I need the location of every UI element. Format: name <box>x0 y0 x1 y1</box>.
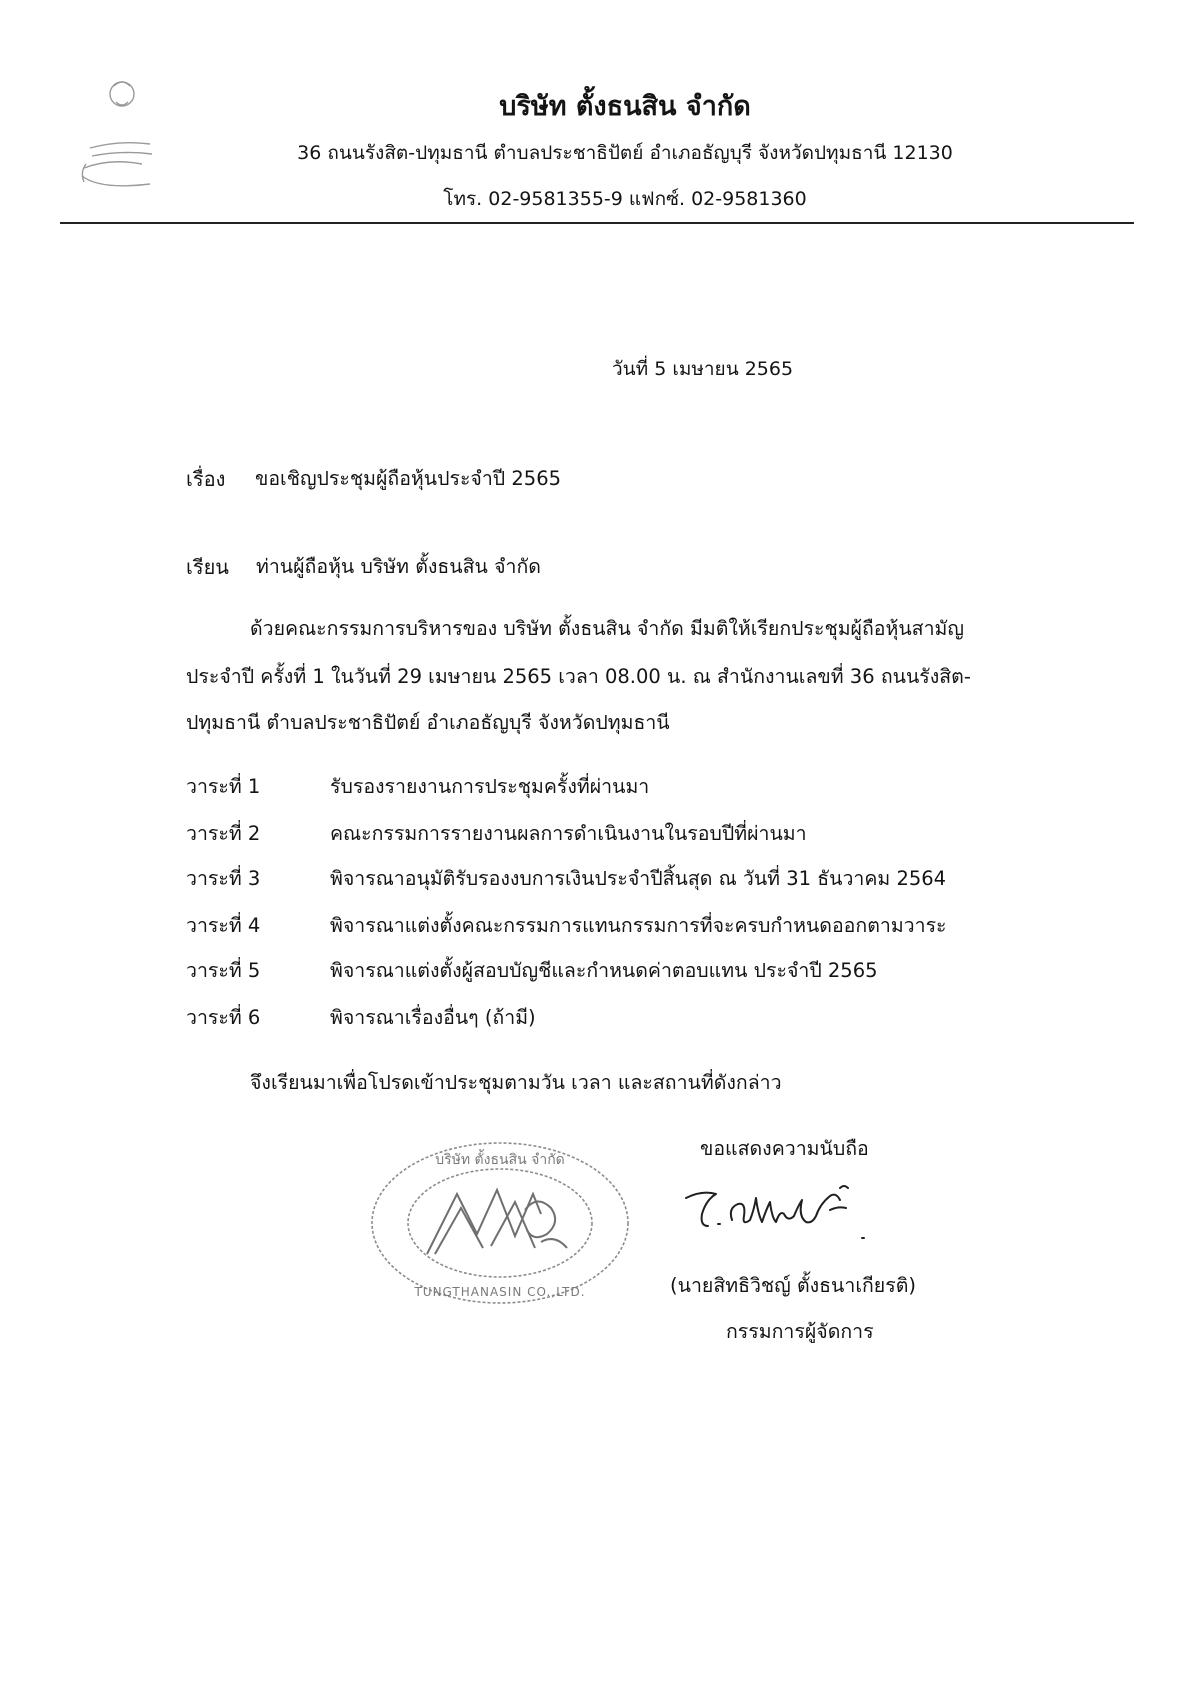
company-seal-stamp <box>365 1138 635 1308</box>
closing-paragraph: จึงเรียนมาเพื่อโปรดเข้าประชุมตามวัน เวลา และสถานที่ดังกล่าว <box>250 1071 782 1094</box>
agenda-text-3: พิจารณาอนุมัติรับรองงบการเงินประจำปีสิ้นสุด ณ วันที่ 31 ธันวาคม 2564 <box>330 867 947 890</box>
signer-name: (นายสิทธิวิชญ์ ตั้งธนาเกียรติ) <box>670 1274 916 1297</box>
subject-label: เรื่อง <box>186 467 226 491</box>
handwritten-signature <box>680 1180 880 1250</box>
company-contact: โทร. 02-9581355-9 แฟกซ์. 02-9581360 <box>443 188 807 210</box>
company-address: 36 ถนนรังสิต-ปทุมธานี ตำบลประชาธิปัตย์ อำเภอธัญบุรี จังหวัดปทุมธานี 12130 <box>297 142 953 164</box>
letter-date: วันที่ 5 เมษายน 2565 <box>612 358 794 380</box>
agenda-label-2: วาระที่ 2 <box>186 822 261 845</box>
agenda-text-1: รับรองรายงานการประชุมครั้งที่ผ่านมา <box>330 775 650 798</box>
agenda-label-1: วาระที่ 1 <box>186 775 261 798</box>
agenda-text-6: พิจารณาเรื่องอื่นๆ (ถ้ามี) <box>330 1006 536 1029</box>
agenda-text-2: คณะกรรมการรายงานผลการดำเนินงานในรอบปีที่ผ่านมา <box>330 822 807 845</box>
body-line-1: ด้วยคณะกรรมการบริหารของ บริษัท ตั้งธนสิน จำกัด มีมติให้เรียกประชุมผู้ถือหุ้นสามัญ <box>250 617 965 640</box>
agenda-text-4: พิจารณาแต่งตั้งคณะกรรมการแทนกรรมการที่จะครบกำหนดออกตามวาระ <box>330 914 947 937</box>
regards-text: ขอแสดงความนับถือ <box>700 1137 869 1160</box>
recipient-label: เรียน <box>186 555 229 579</box>
agenda-text-5: พิจารณาแต่งตั้งผู้สอบบัญชีและกำหนดค่าตอบแทน ประจำปี 2565 <box>330 959 878 982</box>
signer-title: กรรมการผู้จัดการ <box>726 1320 874 1343</box>
seal-text-english: TUNGTHANASIN CO.,LTD. <box>414 1285 586 1299</box>
subject-text: ขอเชิญประชุมผู้ถือหุ้นประจำปี 2565 <box>255 467 562 490</box>
agenda-label-4: วาระที่ 4 <box>186 914 261 937</box>
agenda-label-3: วาระที่ 3 <box>186 867 261 890</box>
seal-text-thai: บริษัท ตั้งธนสิน จำกัด <box>435 1152 565 1168</box>
company-name: บริษัท ตั้งธนสิน จำกัด <box>499 91 751 122</box>
agenda-label-5: วาระที่ 5 <box>186 959 261 982</box>
body-line-2: ประจำปี ครั้งที่ 1 ในวันที่ 29 เมษายน 2565 เวลา 08.00 น. ณ สำนักงานเลขที่ 36 ถนนรังสิต- <box>186 665 971 688</box>
header-divider <box>60 222 1134 224</box>
body-line-3: ปทุมธานี ตำบลประชาธิปัตย์ อำเภอธัญบุรี จังหวัดปทุมธานี <box>186 711 670 734</box>
recipient-text: ท่านผู้ถือหุ้น บริษัท ตั้งธนสิน จำกัด <box>256 555 541 578</box>
agenda-label-6: วาระที่ 6 <box>186 1006 261 1029</box>
